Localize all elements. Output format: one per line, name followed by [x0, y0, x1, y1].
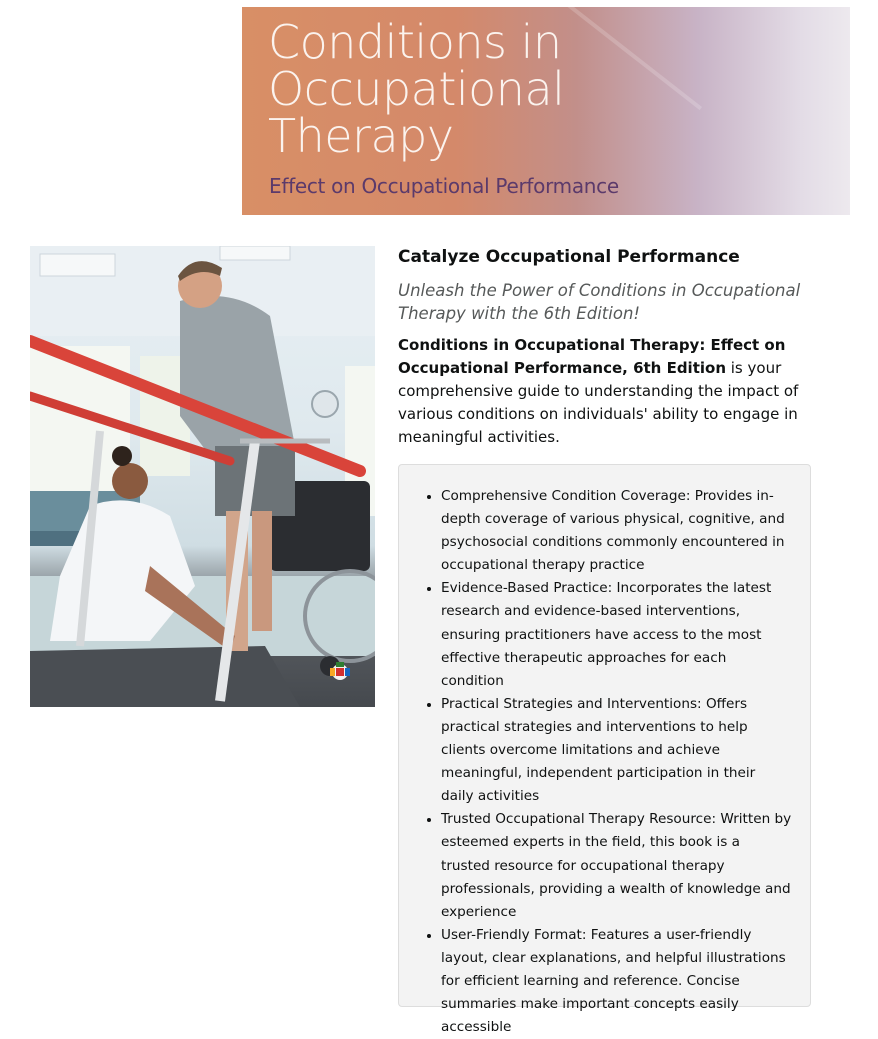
feature-item: • Evidence-Based Practice: Incorporates the latest research and evidence-based interventions, ensuring practitioners have access to the most effective therapeutic approaches for each condition: [441, 577, 792, 692]
section-heading: Catalyze Occupational Performance: [398, 247, 740, 267]
banner-title-line: Conditions in: [268, 15, 562, 69]
banner-title: [268, 15, 565, 163]
therapy-photo: [30, 246, 375, 707]
feature-item: • Comprehensive Condition Coverage: Provides in-depth coverage of various physical, cognitive, and psychosocial conditions commonly encountered in occupational therapy practice: [441, 485, 792, 577]
feature-item: • User-Friendly Format: Features a user-friendly layout, clear explanations, and helpful illustrations for efficient learning and reference. Concise summaries make important concepts easily accessible: [441, 924, 792, 1039]
book-title-banner: [242, 7, 850, 215]
book-title-bold: Conditions in Occupational Therapy: Effect on Occupational Performance, 6th Edition: [398, 336, 786, 377]
banner-title-line: Therapy: [268, 109, 454, 163]
banner-decoration: [542, 7, 702, 110]
banner-title-line: Occupational: [268, 62, 565, 116]
feature-item: • Practical Strategies and Interventions: Offers practical strategies and interventions to help clients overcome limitations and achieve meaningful, independent participation in their daily activities: [441, 693, 792, 808]
features-list: [399, 465, 810, 1039]
tagline: Unleash the Power of Conditions in Occupational Therapy with the 6th Edition!: [398, 281, 801, 323]
features-box: [398, 464, 811, 1036]
therapy-photo-illustration: [30, 246, 375, 707]
feature-item: • Trusted Occupational Therapy Resource: Written by esteemed experts in the field, this book is a trusted resource for occupational therapy professionals, providing a wealth of knowledge and experience: [441, 808, 792, 923]
product-description: [398, 244, 853, 449]
intro-text: is your comprehensive guide to understanding the impact of various conditions on individuals' ability to engage in meaningful activities.: [398, 359, 799, 446]
intro-paragraph: [398, 334, 853, 449]
banner-subtitle: Effect on Occupational Performance: [269, 174, 619, 198]
